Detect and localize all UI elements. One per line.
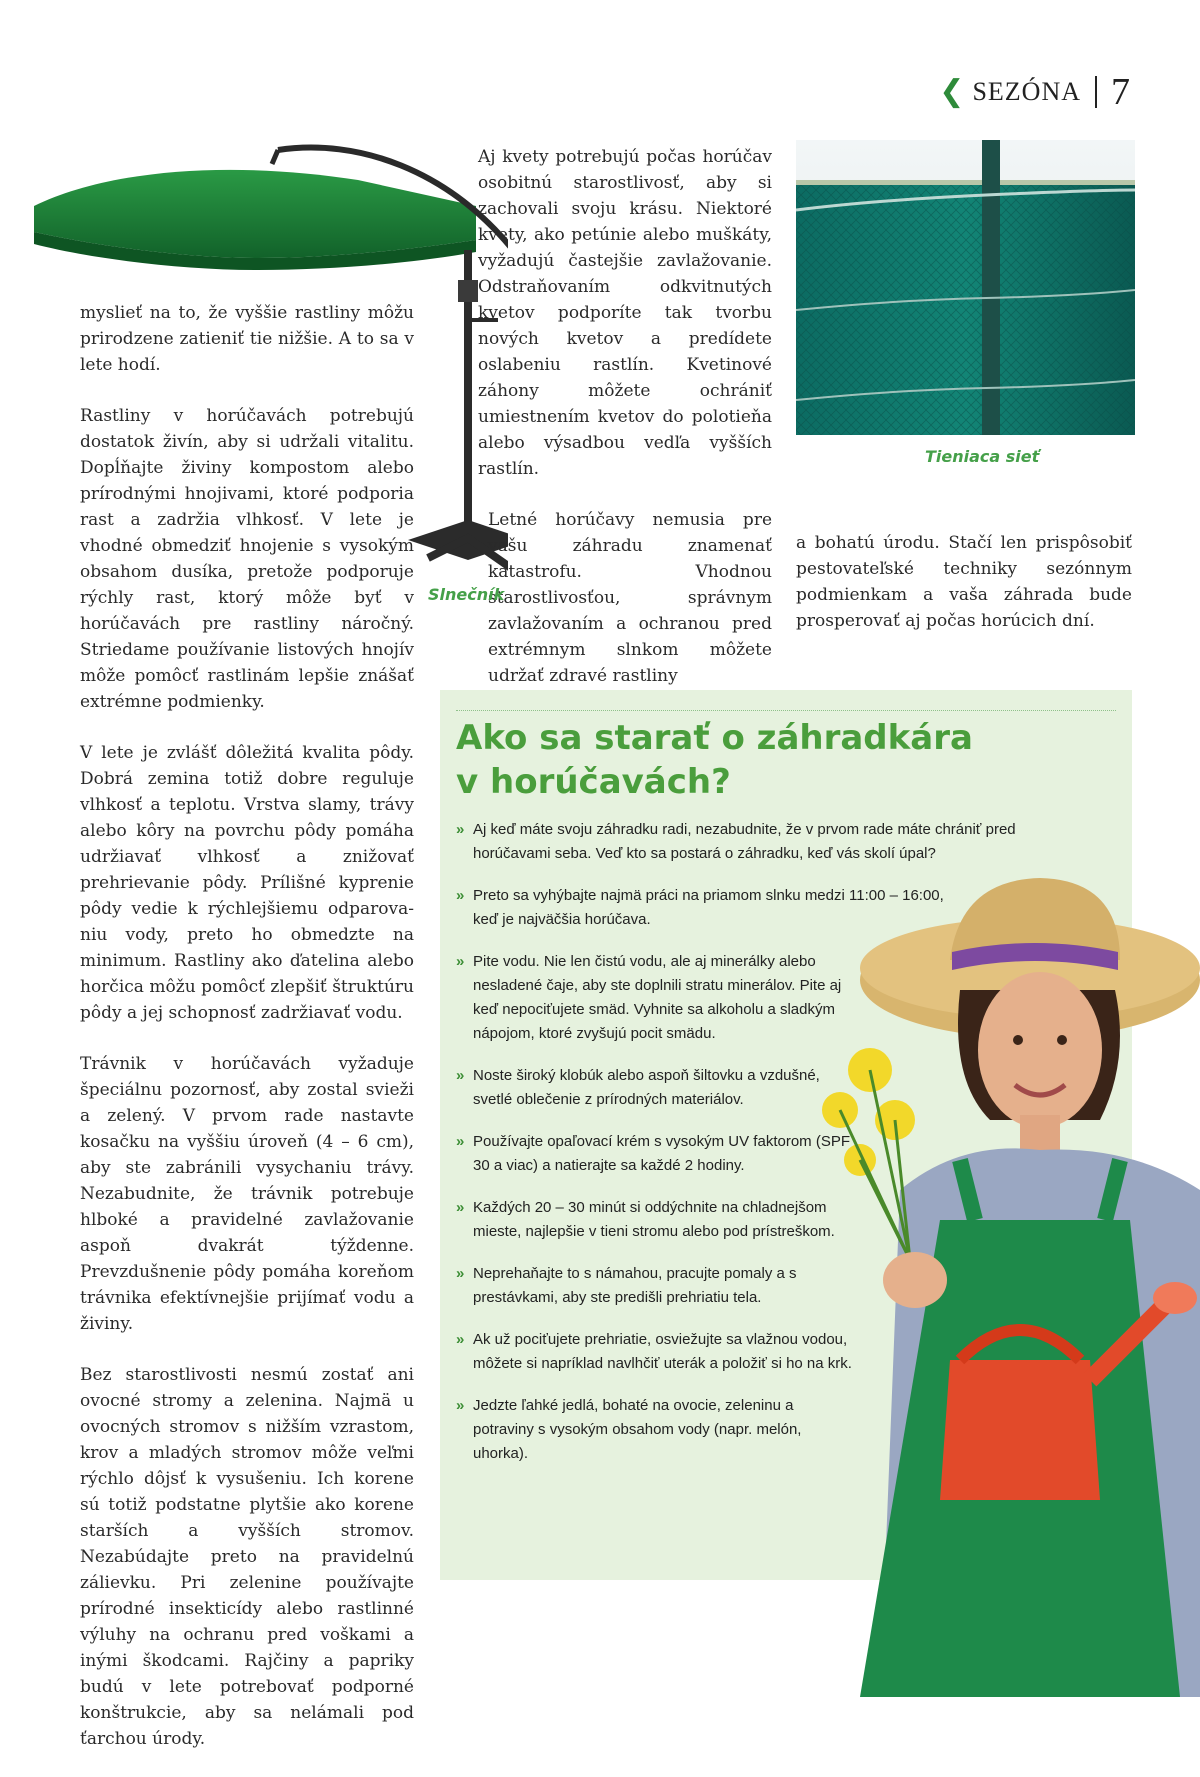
page-number: 7 bbox=[1111, 71, 1130, 113]
paragraph: Aj kvety potrebujú počas horúčav osobitnú starostlivosť, aby si zachovali svoju krásu. Niektoré kvety, ako petúnie alebo muškáty, vyžadujú častejšie zavlažovanie. Odstraňovaním odkvitnutých kvetov podporíte tak tvorbu nových kvetov a predídete oslabeniu rastlín. Kvetinové záhony môžete ochrániť umiestnením kvetov do polotieňa alebo výsadbou vedľa vyšších rastlín. bbox=[478, 147, 772, 479]
list-item: » Preto sa vyhýbajte najmä práci na priamom slnku medzi 11:00 – 16:00, keď je najväčšia horúčava. bbox=[456, 884, 973, 932]
paragraph: Rastliny v horúčavách potrebujú dostatok živín, aby si udržali vitalitu. Dopĺňajte živiny kompostom alebo prírodnými hnojivami, ktoré podporia rast a zadržia vlhkosť. V lete je vhodné obmedziť hnojenie s vysokým obsahom dusíka, pretože podporuje rýchly rast, ktorý môže byť v horúčavách pre rastliny náročný. Striedame používanie listových hnojív môže pomôcť rastlinám lepšie znášať extrémne podmienky. bbox=[80, 406, 414, 712]
section-label: SEZÓNA bbox=[972, 77, 1081, 106]
header-divider bbox=[1095, 76, 1097, 108]
left-column bbox=[80, 300, 414, 1777]
list-item: » Aj keď máte svoju záhradku radi, nezabudnite, že v prvom rade máte chrániť pred horúčavami seba. Veď kto sa postará o záhradku, keď vás skolí úpal? bbox=[456, 818, 1093, 866]
page-header bbox=[939, 70, 1130, 114]
tips-list bbox=[456, 818, 1016, 1484]
right-column bbox=[796, 530, 1132, 659]
box-divider bbox=[456, 710, 1116, 711]
list-item: » Ak už pociťujete prehriatie, osviežujte sa vlažnou vodou, môžete si napríklad navlhčiť uterák a položiť si ho na krk. bbox=[456, 1328, 856, 1376]
gardener-image bbox=[800, 860, 1200, 1697]
list-item: » Jedzte ľahké jedlá, bohaté na ovocie, zeleninu a potraviny s vysokým obsahom vody (napr. melón, uhorka). bbox=[456, 1394, 856, 1466]
paragraph: Trávnik v horúčavách vyžaduje špeciálnu pozornosť, aby zostal svieži a zelený. V prvom rade nastavte kosačku na vyššiu úroveň (4 – 6 cm), aby ste zabránili vysychaniu trávy. Nezabudnite, že trávnik potrebuje hlboké a pravidelné zavlažovanie aspoň dvakrát týždenne. Prevzdušnenie pôdy pomáha koreňom trávnika efektívnejšie prijímať vodu a živiny. bbox=[80, 1054, 414, 1334]
paragraph: Letné horúčavy nemusia pre vašu záhradu znamenať katastrofu. Vhodnou starostlivosťou, správnym zavlažovaním a ochranou pred extrémnym slnkom môžete udržať zdravé rastliny bbox=[488, 510, 772, 686]
paragraph: V lete je zvlášť dôležitá kvalita pôdy. Dobrá zemina totiž dobre reguluje vlhkosť a teplotu. Vrstva slamy, trávy alebo kôry na povrchu pôdy pomáha udržiavať vlhkosť a znižovať prehrievanie pôdy. Prílišné kyprenie pôdy vedie k rýchlejšiemu odparovaniu vody, preto ho obmedzte na minimum. Rastliny ako ďatelina alebo horčica môžu pomôcť zlepšiť štruktúru pôdy a jej schopnosť zadržiavať vodu. bbox=[80, 743, 414, 1023]
paragraph: Bez starostlivosti nesmú zostať ani ovocné stromy a zelenina. Najmä u ovocných stromov s nižším vzrastom, krov a mladých stromov môže veľmi rýchlo dôjsť k vysušeniu. Ich korene sú totiž podstatne plytšie ako korene starších a vyšších stromov. Nezabúdajte preto na pravidelnú zálievku. Pri zelenine používajte prírodné insekticídy alebo rastlinné výluhy na ochranu pred voškami a inými škodcami. Rajčiny a papriky budú v lete potrebovať podporné konštrukcie, aby sa nelámali pod ťarchou úrody. bbox=[80, 1365, 414, 1749]
list-item: » Noste široký klobúk alebo aspoň šiltovku a vzdušné, svetlé oblečenie z prírodných materiálov. bbox=[456, 1064, 856, 1112]
umbrella-caption: Slnečník bbox=[428, 585, 505, 604]
paragraph: myslieť na to, že vyššie rastliny môžu prirodzene zatieniť tie nižšie. A to sa v lete hodí. bbox=[80, 303, 414, 375]
list-item: » Každých 20 – 30 minút si oddýchnite na chladnejšom mieste, najlepšie v tieni stromu alebo pod prístreškom. bbox=[456, 1196, 856, 1244]
shade-net-image bbox=[796, 140, 1135, 435]
middle-column bbox=[438, 144, 772, 714]
list-item: » Pite vodu. Nie len čistú vodu, ale aj minerálky alebo nesladené čaje, aby ste doplnili stratu minerálov. Pite aj keď nepociťujete smäd. Vyhnite sa alkoholu a sladkým nápojom, ktoré zvyšujú pocit smädu. bbox=[456, 950, 856, 1046]
list-item: » Používajte opaľovací krém s vysokým UV faktorom (SPF 30 a viac) a natierajte sa každé 2 hodiny. bbox=[456, 1130, 856, 1178]
list-item: » Neprehaňajte to s námahou, pracujte pomaly a s prestávkami, aby ste predišli prehriatiu tela. bbox=[456, 1262, 856, 1310]
box-title: Ako sa starať o záhradkára v horúčavách? bbox=[456, 718, 973, 802]
chevron-left-icon: ❮ bbox=[939, 74, 965, 109]
shade-net-caption: Tieniaca sieť bbox=[925, 447, 1040, 466]
paragraph: a bohatú úrodu. Stačí len prispôsobiť pestovateľské techniky sezónnym podmienkam a vaša záhrada bude prosperovať aj počas horúcich dní. bbox=[796, 533, 1132, 631]
